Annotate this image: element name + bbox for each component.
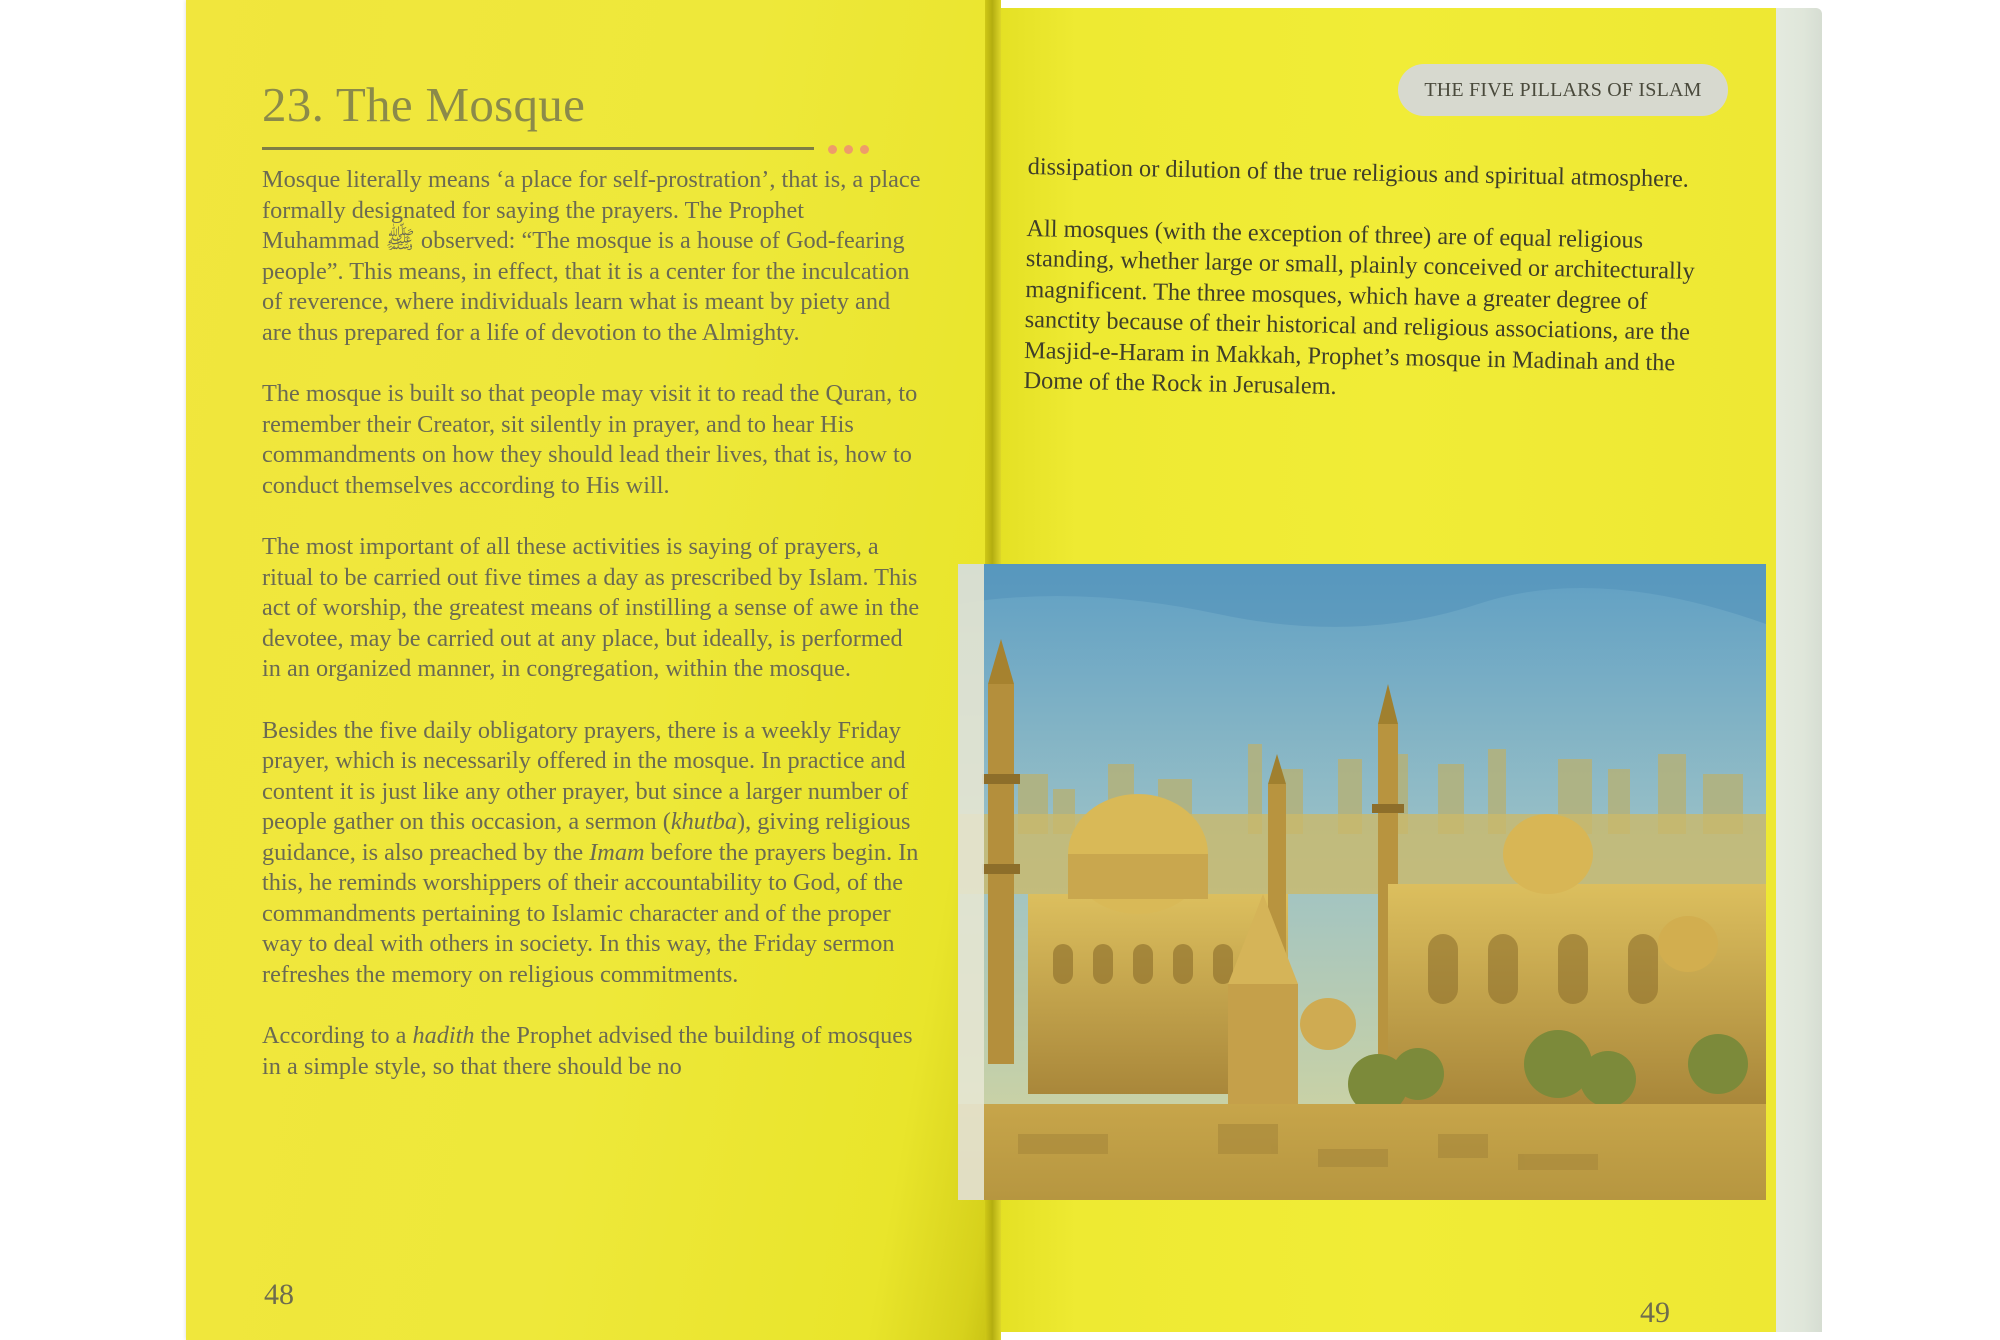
paragraph: Mosque literally means ‘a place for self-prostration’, that is, a place formally designated for saying the prayers. The Prophet Muhammad ﷺ observed: “The mosque is a house of God-fearing people”. This means, in effect, that it is a center for the inculcation of reverence, where individuals learn what is meant by piety and are thus prepared for a life of devotion to the Almighty. xyxy=(262,166,921,346)
page-number-left: 48 xyxy=(264,1278,294,1311)
mosque-cityscape-photo xyxy=(958,564,1766,1200)
paragraph xyxy=(262,1021,922,1082)
italic-term-hadith: hadith xyxy=(412,1022,475,1049)
dot-icon xyxy=(844,145,853,154)
text-run: the Prophet advised the building of mosques in a simple style, so that there should be no xyxy=(262,1022,913,1080)
dot-icon xyxy=(860,145,869,154)
page-number-right: 49 xyxy=(1640,1296,1670,1329)
page-edge xyxy=(1776,8,1822,1332)
dot-icon xyxy=(828,145,837,154)
decorative-dots xyxy=(828,141,876,159)
right-page-body xyxy=(1023,152,1728,441)
paragraph: dissipation or dilution of the true religious and spiritual atmosphere. xyxy=(1027,152,1690,193)
italic-term-imam: Imam xyxy=(589,838,645,866)
section-header-tag: THE FIVE PILLARS OF ISLAM xyxy=(1398,64,1728,116)
paragraph: The mosque is built so that people may visit it to read the Quran, to remember their Creator, sit silently in prayer, and to hear His commandments on how they should lead their lives, that is, how to conduct themselves according to His will. xyxy=(262,380,918,499)
italic-term-khutba: khutba xyxy=(670,808,738,835)
paragraph: The most important of all these activities is saying of prayers, a ritual to be carried out five times a day as prescribed by Islam. This act of worship, the greatest means of instilling a sense of awe in the devotee, may be carried out at any place, but ideally, is performed in an organized manner, in congregation, within the mosque. xyxy=(262,533,920,682)
text-run: According to a xyxy=(262,1022,413,1049)
text-run: ), giving religious guidance, is also preached by the xyxy=(262,808,911,866)
title-rule xyxy=(262,147,814,150)
chapter-title: 23. The Mosque xyxy=(262,77,586,132)
left-page-body xyxy=(262,165,922,1113)
paragraph: All mosques (with the exception of three) are of equal religious standing, whether large or small, plainly conceived or architecturally magnificent. The three mosques, which have a greater degree of sanctity because of their historical and religious associations, are the Masjid-e-Haram in Makkah, Prophet’s mosque in Madinah and the Dome of the Rock in Jerusalem. xyxy=(1023,214,1695,400)
text-run: Besides the five daily obligatory prayers, there is a weekly Friday prayer, which is necessarily offered in the mosque. In practice and content it is just like any other prayer, but since a larger number of people gather on this occasion, a sermon ( xyxy=(262,716,909,835)
text-run: before the prayers begin. In this, he reminds worshippers of their accountability to God, of the commandments pertaining to Islamic character and of the proper way to deal with others in society. In this way, the Friday sermon refreshes the memory on religious commitments. xyxy=(262,838,919,988)
paragraph xyxy=(262,716,922,991)
